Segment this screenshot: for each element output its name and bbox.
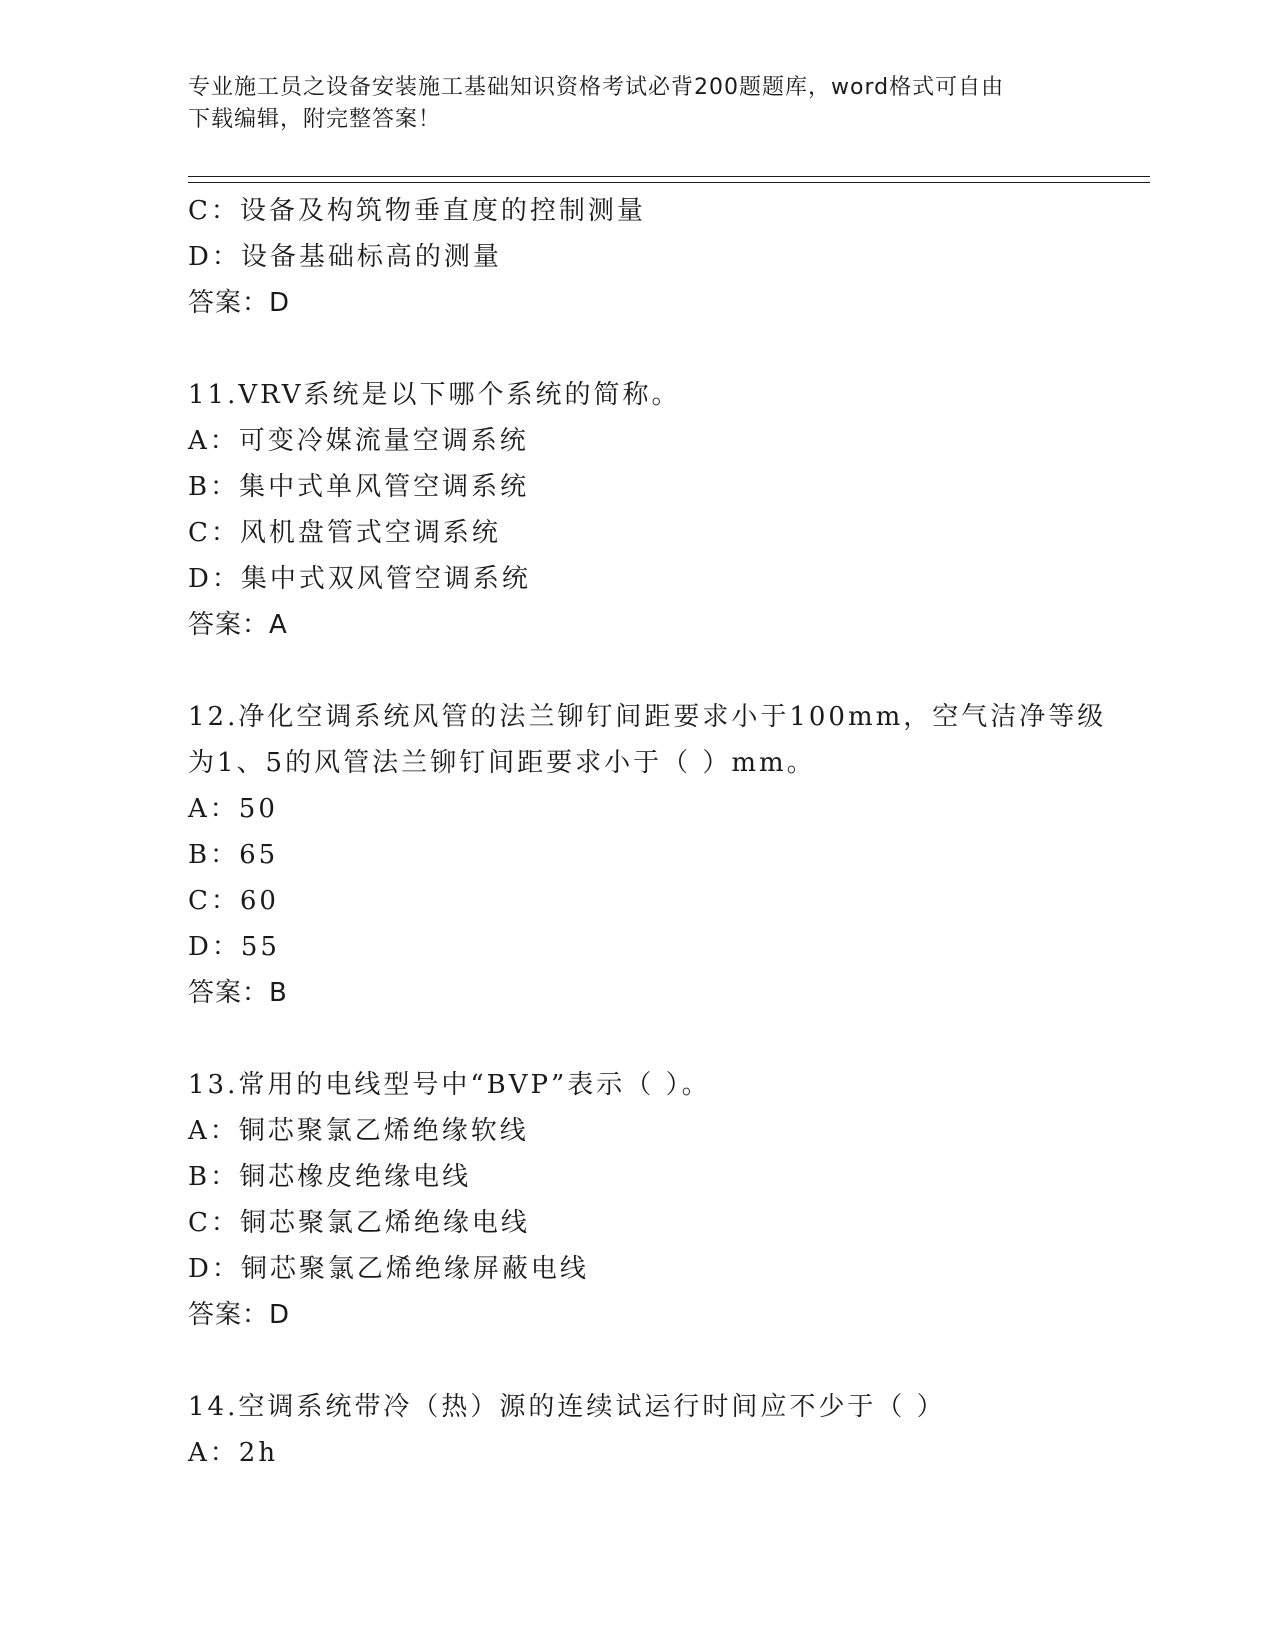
spacer [188, 1338, 1088, 1384]
header-line-1: 专业施工员之设备安装施工基础知识资格考试必背200题题库，word格式可自由 [188, 75, 1005, 100]
option-c: C：风机盘管式空调系统 [188, 518, 501, 548]
answer: 答案：D [188, 1300, 291, 1330]
spacer [188, 648, 1088, 694]
question-stem: 11.VRV系统是以下哪个系统的简称。 [188, 380, 681, 410]
header-line-2: 下载编辑，附完整答案！ [188, 107, 442, 132]
spacer [188, 326, 1088, 372]
question-stem: 12.净化空调系统风管的法兰铆钉间距要求小于100mm，空气洁净等级 [188, 702, 1107, 732]
header-rule-bottom [188, 182, 1150, 183]
question-11 [188, 372, 1088, 648]
option-d: D：铜芯聚氯乙烯绝缘屏蔽电线 [188, 1254, 589, 1284]
option-c: C：铜芯聚氯乙烯绝缘电线 [188, 1208, 530, 1238]
option-d: D：55 [188, 932, 280, 962]
header-rule-top [188, 176, 1150, 177]
option-a: A：50 [188, 794, 278, 824]
option-d: D：设备基础标高的测量 [188, 242, 502, 272]
question-12 [188, 694, 1107, 1016]
option-c: C：设备及构筑物垂直度的控制测量 [188, 196, 646, 226]
question-10-continued [188, 188, 1088, 326]
answer: 答案：D [188, 288, 291, 318]
option-b: B：65 [188, 840, 279, 870]
answer: 答案：A [188, 610, 288, 640]
answer: 答案：B [188, 978, 288, 1008]
question-stem: 13.常用的电线型号中“BVP”表示（ ）。 [188, 1070, 711, 1100]
option-b: B：铜芯橡皮绝缘电线 [188, 1162, 472, 1192]
option-d: D：集中式双风管空调系统 [188, 564, 531, 594]
option-a: A：2h [188, 1438, 279, 1468]
question-13 [188, 1062, 1088, 1338]
option-a: A：铜芯聚氯乙烯绝缘软线 [188, 1116, 529, 1146]
spacer [188, 1016, 1088, 1062]
option-a: A：可变冷媒流量空调系统 [188, 426, 529, 456]
question-list [188, 188, 1107, 1476]
option-c: C：60 [188, 886, 279, 916]
question-stem: 14.空调系统带冷（热）源的连续试运行时间应不少于（ ） [188, 1392, 946, 1422]
question-stem-continued: 为1、5的风管法兰铆钉间距要求小于（ ）mm。 [188, 748, 816, 778]
document-header [188, 72, 1068, 136]
option-b: B：集中式单风管空调系统 [188, 472, 530, 502]
question-14 [188, 1384, 1088, 1476]
